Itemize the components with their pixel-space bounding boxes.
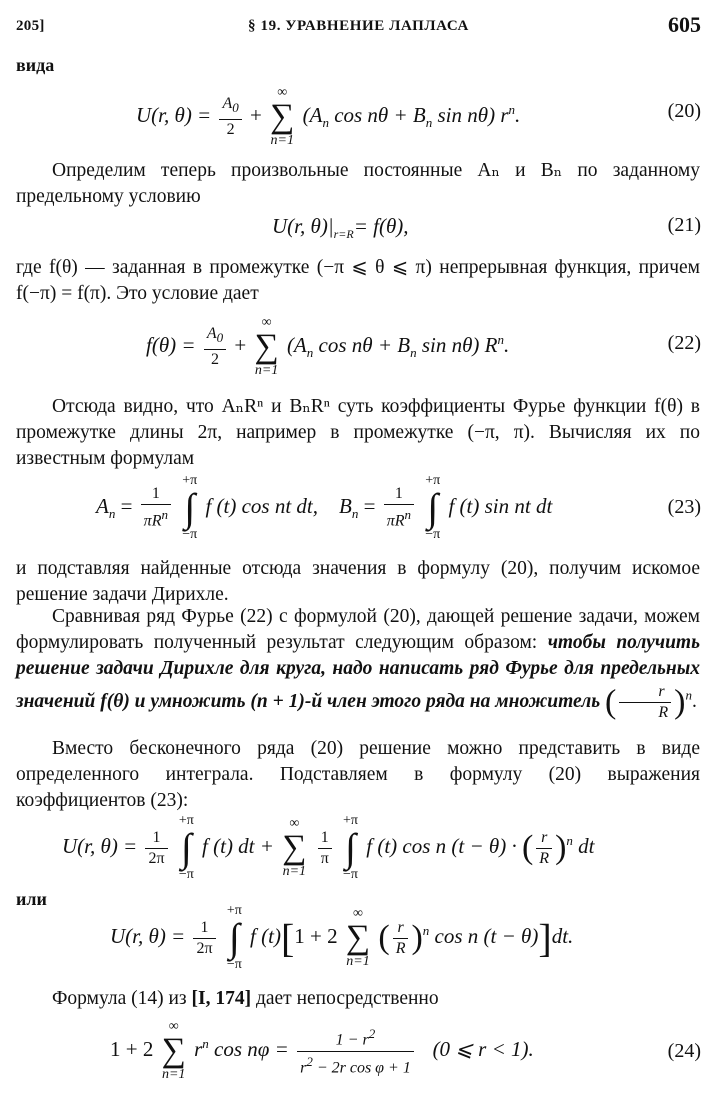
paragraph-substitution: и подставляя найденные отсюда значения в формулу (20), получим искомое решение задачи Дирихле.: [16, 558, 700, 605]
paragraph-constants: Определим теперь произвольные постоянные Aₙ и Bₙ по заданному предельному условию: [16, 160, 700, 207]
paragraph-formula-14: Формула (14) из [I, 174] дает непосредственно: [52, 988, 439, 1009]
page-number: 605: [668, 12, 701, 37]
paragraph-integral: Вместо бесконечного ряда (20) решение можно представить в виде определенного интеграла. Подставляем в формулу (20) выражения коэффициентов (23):: [16, 738, 700, 811]
eq23-number: (23): [667, 496, 701, 518]
eq21-number: (21): [667, 214, 701, 236]
equation-22: f(θ) = $\frac{A_0}{2}$ + ∞ ∑ n=1 ($A_n$ $\cos n\theta + B_n$ sin nθ) $R^n$. (22): [146, 315, 701, 378]
text-vida: вида: [16, 55, 55, 75]
text-or: или: [16, 889, 47, 909]
eq20-lhs: U(r, θ) =: [136, 102, 212, 127]
paragraph-comparison: Сравнивая ряд Фурье (22) с формулой (20), дающей решение задачи, можем формулировать полученный результат следующим образом: чтобы получить решение задачи Дирихле для круга, надо написать ряд Фурье для предельных значений f(θ) и умножить (n + 1)-й член этого ряда на множитель ( $\frac{r}{R}$ )$^n$.: [16, 606, 700, 721]
eq20-fraction: $\frac{A_0}{2}$: [219, 94, 241, 139]
paragraph-condition: где f(θ) — заданная в промежутке (−π ⩽ θ ⩽ π) непрерывная функция, причем f(−π) = f(π). Это условие дает: [16, 257, 700, 304]
header-title: § 19. УРАВНЕНИЕ ЛАПЛАСА: [248, 18, 469, 34]
eq22-number: (22): [667, 332, 701, 354]
eq20-number: (20): [667, 100, 701, 122]
equation-23: $A_n$ = $\frac{1}{\pi R^n}$ +π ∫ −π f (t) cos nt dt, $B_n$ = $\frac{1}{\pi R^n}$ +π ∫ −π f (t) sin nt dt (23): [96, 473, 701, 542]
italic-rule: чтобы получить решение задачи Дирихле для круга, надо написать ряд Фурье для предельных значений f(θ) и умножить (n + 1)-й член этого ряда на множитель: [16, 632, 700, 712]
eq20-sum: ∞ ∑ n=1: [270, 85, 295, 148]
paragraph-fourier: Отсюда видно, что AₙRⁿ и BₙRⁿ суть коэффициенты Фурье функции f(θ) в промежутке длины 2π, например в промежутке (−π, π). Вычисляя их по известным формулам: [16, 396, 700, 469]
equation-21: U(r, $\theta)|_{r=R}= f(\theta)$, (21): [272, 214, 701, 242]
reference-link: [I, 174]: [191, 988, 252, 1009]
equation-24: 1 + 2 ∞ ∑ n=1 $r^n$ cos nφ = $\frac{1 - r^2}{r^2 - 2r \cos \varphi + 1}$ (0 ⩽ r < 1). (24): [110, 1019, 701, 1082]
equation-bracket-form: U(r, θ) = $\frac{1}{2\pi}$ +π ∫ −π f (t)[1 + 2 ∞ ∑ n=1 ( $\frac{r}{R}$ )$^n$ cos n (t − θ)]dt.: [110, 903, 574, 972]
header-section-ref: 205]: [16, 18, 45, 34]
equation-integral-form: U(r, θ) = $\frac{1}{2\pi}$ +π ∫ −π f (t) dt + ∞ ∑ n=1 $\frac{1}{\pi}$ +π ∫ −π f (t) cos n (t − θ) · ( $\frac{r}{R}$ )$^n$ dt: [62, 813, 595, 882]
eq24-number: (24): [667, 1040, 701, 1062]
running-header: [16, 10, 701, 44]
equation-20: U(r, θ) = $\frac{A_0}{2}$ + ∞ ∑ n=1 ($A_n$ $\cos n\theta + B_n$ sin nθ) $r^n$. (20): [136, 85, 701, 148]
